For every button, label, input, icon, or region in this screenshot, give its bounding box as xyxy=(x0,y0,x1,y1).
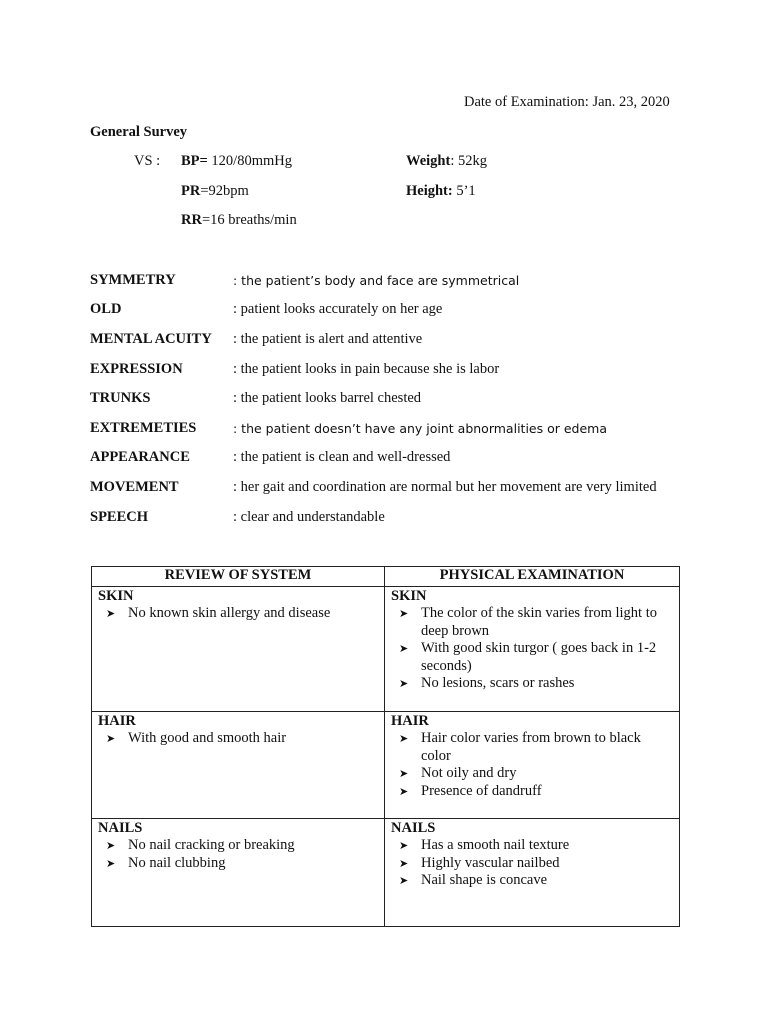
weight-value: : 52kg xyxy=(450,153,487,169)
header-physical-examination: PHYSICAL EXAMINATION xyxy=(385,567,680,587)
cell-title: SKIN xyxy=(98,588,134,604)
cell-title: HAIR xyxy=(391,713,429,729)
list-item: ➤ Presence of dandruff xyxy=(421,783,673,801)
height-line xyxy=(406,183,476,200)
list-item: ➤ Nail shape is concave xyxy=(421,872,673,890)
finding-label: MENTAL ACUITY xyxy=(90,331,212,347)
list-item: ➤ The color of the skin varies from light to deep brown xyxy=(421,605,673,640)
ros-cell-nails xyxy=(92,819,385,927)
list-item: ➤ No nail clubbing xyxy=(128,855,378,873)
finding-label: SYMMETRY xyxy=(90,272,176,288)
bp-value: 120/80mmHg xyxy=(207,153,292,169)
finding-label: EXTREMETIES xyxy=(90,420,197,436)
weight-label: Weight xyxy=(406,153,451,169)
list-item: ➤ No known skin allergy and disease xyxy=(128,605,378,623)
table-row-hair xyxy=(92,712,680,819)
height-value: 5’1 xyxy=(452,183,476,199)
finding-label: SPEECH xyxy=(90,509,149,525)
table-header-row xyxy=(92,567,680,587)
pr-label: PR xyxy=(181,183,201,199)
finding-label: APPEARANCE xyxy=(90,449,190,465)
list-item: ➤ With good skin turgor ( goes back in 1-2 seconds) xyxy=(421,640,673,675)
finding-value: : her gait and coordination are normal but her movement are very limited xyxy=(233,479,657,495)
pe-cell-hair xyxy=(385,712,680,819)
finding-value: : the patient is alert and attentive xyxy=(233,331,423,347)
bp-label: BP= xyxy=(181,153,208,169)
general-survey-title: General Survey xyxy=(90,124,188,140)
ros-cell-hair xyxy=(92,712,385,819)
table-row-skin xyxy=(92,587,680,712)
pe-cell-nails xyxy=(385,819,680,927)
finding-label: OLD xyxy=(90,301,122,317)
pe-cell-skin xyxy=(385,587,680,712)
bp-line xyxy=(181,153,292,170)
finding-label: MOVEMENT xyxy=(90,479,179,495)
finding-value: : the patient’s body and face are symmetrical xyxy=(233,273,520,288)
finding-value: : the patient is clean and well-dressed xyxy=(233,449,451,465)
finding-label: TRUNKS xyxy=(90,390,151,406)
finding-value: : clear and understandable xyxy=(233,509,385,525)
cell-title: NAILS xyxy=(98,820,143,836)
cell-title: NAILS xyxy=(391,820,436,836)
list-item: ➤ Hair color varies from brown to black color xyxy=(421,730,673,765)
ros-list-nails xyxy=(98,837,378,872)
header-review-of-system: REVIEW OF SYSTEM xyxy=(92,567,385,587)
vs-label: VS : xyxy=(134,153,161,169)
weight-line xyxy=(406,153,487,170)
list-item: ➤ No lesions, scars or rashes xyxy=(421,675,673,693)
pr-line xyxy=(181,183,249,200)
list-item: ➤ Not oily and dry xyxy=(421,765,673,783)
list-item: ➤ With good and smooth hair xyxy=(128,730,378,748)
cell-title: HAIR xyxy=(98,713,136,729)
cell-title: SKIN xyxy=(391,588,427,604)
table-row-nails xyxy=(92,819,680,927)
list-item: ➤ Has a smooth nail texture xyxy=(421,837,673,855)
pe-list-hair xyxy=(391,730,673,800)
rr-label: RR xyxy=(181,212,202,228)
rr-value: =16 breaths/min xyxy=(201,212,297,228)
finding-value: : the patient looks barrel chested xyxy=(233,390,422,406)
height-label: Height: xyxy=(406,183,453,199)
ros-cell-skin xyxy=(92,587,385,712)
list-item: ➤ Highly vascular nailbed xyxy=(421,855,673,873)
list-item: ➤ No nail cracking or breaking xyxy=(128,837,378,855)
date-of-examination: Date of Examination: Jan. 23, 2020 xyxy=(464,94,670,110)
finding-value: : patient looks accurately on her age xyxy=(233,301,443,317)
finding-value: : the patient doesn’t have any joint abnormalities or edema xyxy=(233,421,607,436)
finding-value: : the patient looks in pain because she is labor xyxy=(233,361,500,377)
rr-line xyxy=(181,212,297,229)
ros-list-hair xyxy=(98,730,378,748)
ros-list-skin xyxy=(98,605,378,623)
pe-list-skin xyxy=(391,605,673,693)
pr-value: =92bpm xyxy=(200,183,249,199)
pe-list-nails xyxy=(391,837,673,890)
finding-label: EXPRESSION xyxy=(90,361,183,377)
review-of-system-table xyxy=(91,566,680,927)
